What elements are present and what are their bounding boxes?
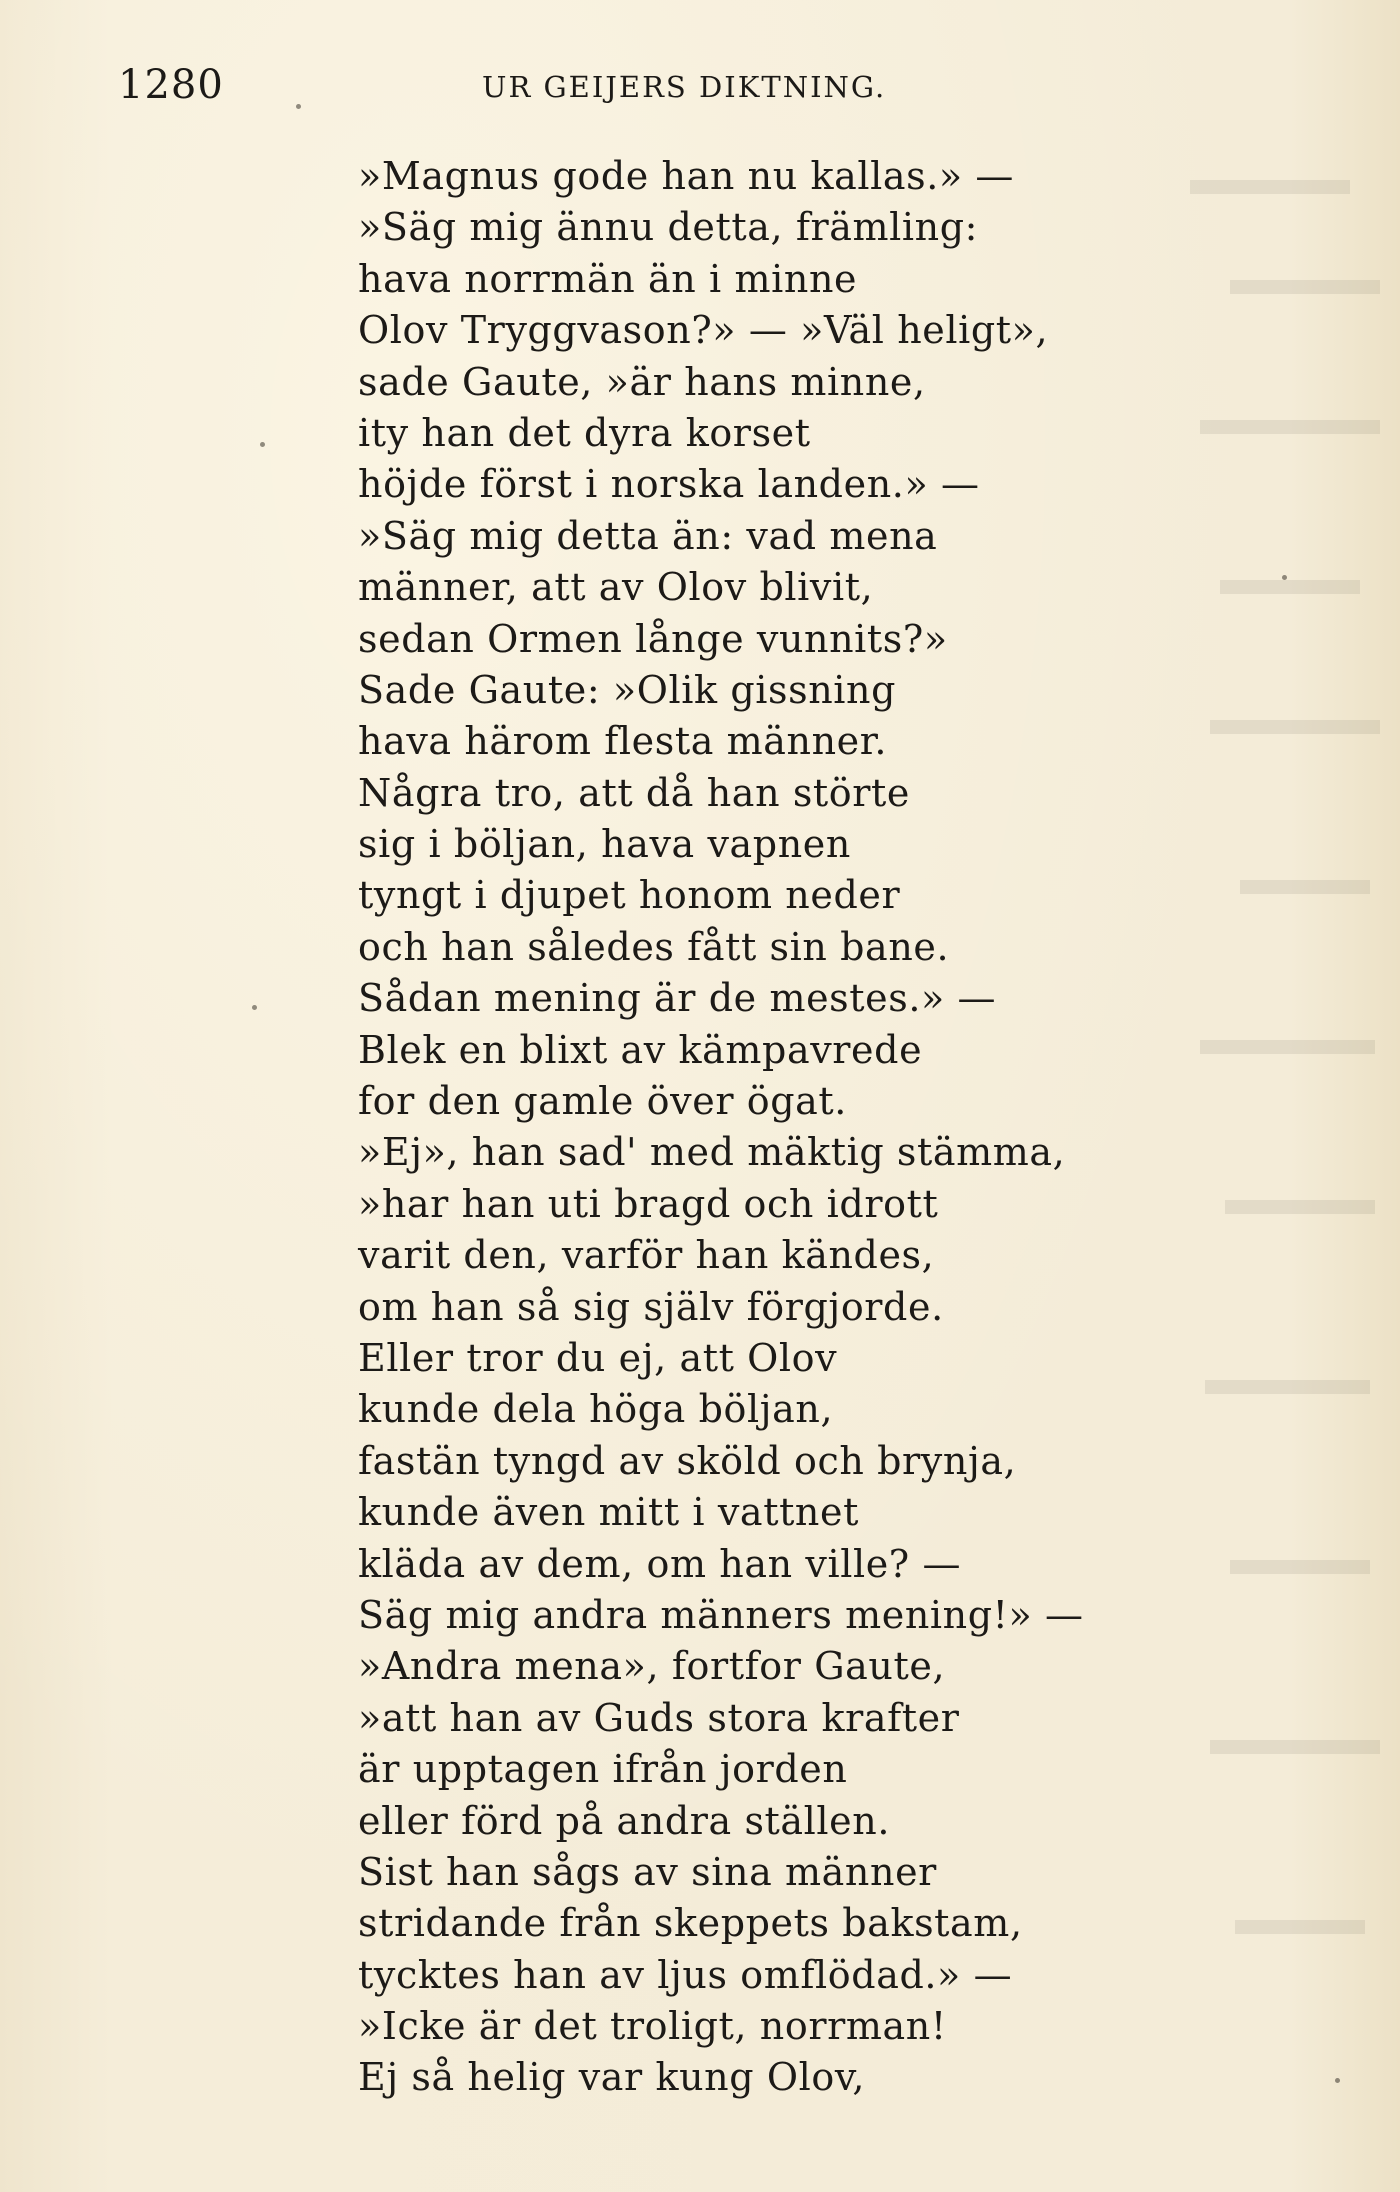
running-head [118, 62, 1178, 112]
verse-line: hava norrmän än i minne [358, 256, 858, 301]
verse-line: »Icke är det troligt, norrman! [358, 2004, 947, 2049]
verse-line: Sist han sågs av sina männer [358, 1849, 937, 1894]
verse-line: fastän tyngd av sköld och brynja, [358, 1438, 1017, 1483]
verse-line: sedan Ormen långe vunnits?» [358, 616, 948, 661]
verse-line: »Säg mig ännu detta, främling: [358, 205, 979, 250]
verse-line: kunde även mitt i vattnet [358, 1490, 859, 1535]
verse-line: kunde dela höga böljan, [358, 1387, 834, 1432]
ink-speck [296, 104, 301, 109]
verse-line: kläda av dem, om han ville? — [358, 1541, 962, 1586]
verse-line: Säg mig andra männers mening!» — [358, 1592, 1084, 1637]
running-title: UR GEIJERS DIKTNING. [482, 70, 887, 104]
verse-line: om han så sig själv förgjorde. [358, 1284, 944, 1329]
verse-line: är upptagen ifrån jorden [358, 1747, 848, 1792]
verse-line: tycktes han av ljus omflödad.» — [358, 1952, 1013, 1997]
verse-line: Eller tror du ej, att Olov [358, 1335, 838, 1380]
verse-line: tyngt i djupet honom neder [358, 873, 901, 918]
verse-line: eller förd på andra ställen. [358, 1798, 891, 1843]
verse-line: »Magnus gode han nu kallas.» — [358, 154, 1015, 198]
verse-line: Sådan mening är de mestes.» — [358, 976, 997, 1021]
verse-line: männer, att av Olov blivit, [358, 565, 874, 610]
verse-line: »Andra mena», fortfor Gaute, [358, 1644, 946, 1689]
verse-line: Blek en blixt av kämpavrede [358, 1027, 923, 1072]
verse-line: »Säg mig detta än: vad mena [358, 513, 938, 558]
ink-speck [260, 442, 265, 447]
verse-line: Sade Gaute: »Olik gissning [358, 667, 897, 712]
verse-line: »har han uti bragd och idrott [358, 1181, 939, 1226]
verse-line: Olov Tryggvason?» — »Väl heligt», [358, 308, 1049, 353]
verse-line: Några tro, att då han störte [358, 770, 910, 815]
page-number: 1280 [118, 62, 224, 108]
ink-speck [1335, 2078, 1340, 2083]
verse-line: »att han av Guds stora krafter [358, 1695, 960, 1740]
verse-line: hava härom flesta männer. [358, 719, 888, 764]
verse-line: ity han det dyra korset [358, 410, 811, 455]
verse-line: Ej så helig var kung Olov, [358, 2055, 866, 2100]
poem-text [358, 151, 1238, 2104]
verse-line: for den gamle över ögat. [358, 1079, 847, 1124]
verse-line: och han således fått sin bane. [358, 924, 950, 969]
verse-line: höjde först i norska landen.» — [358, 462, 980, 507]
ink-speck [252, 1005, 257, 1010]
verse-line: sig i böljan, hava vapnen [358, 822, 851, 867]
verse-line: sade Gaute, »är hans minne, [358, 359, 926, 404]
verse-line: stridande från skeppets bakstam, [358, 1901, 1023, 1946]
verse-line: »Ej», han sad' med mäktig stämma, [358, 1130, 1066, 1175]
ink-speck [1282, 575, 1287, 580]
verse-line: varit den, varför han kändes, [358, 1233, 935, 1278]
